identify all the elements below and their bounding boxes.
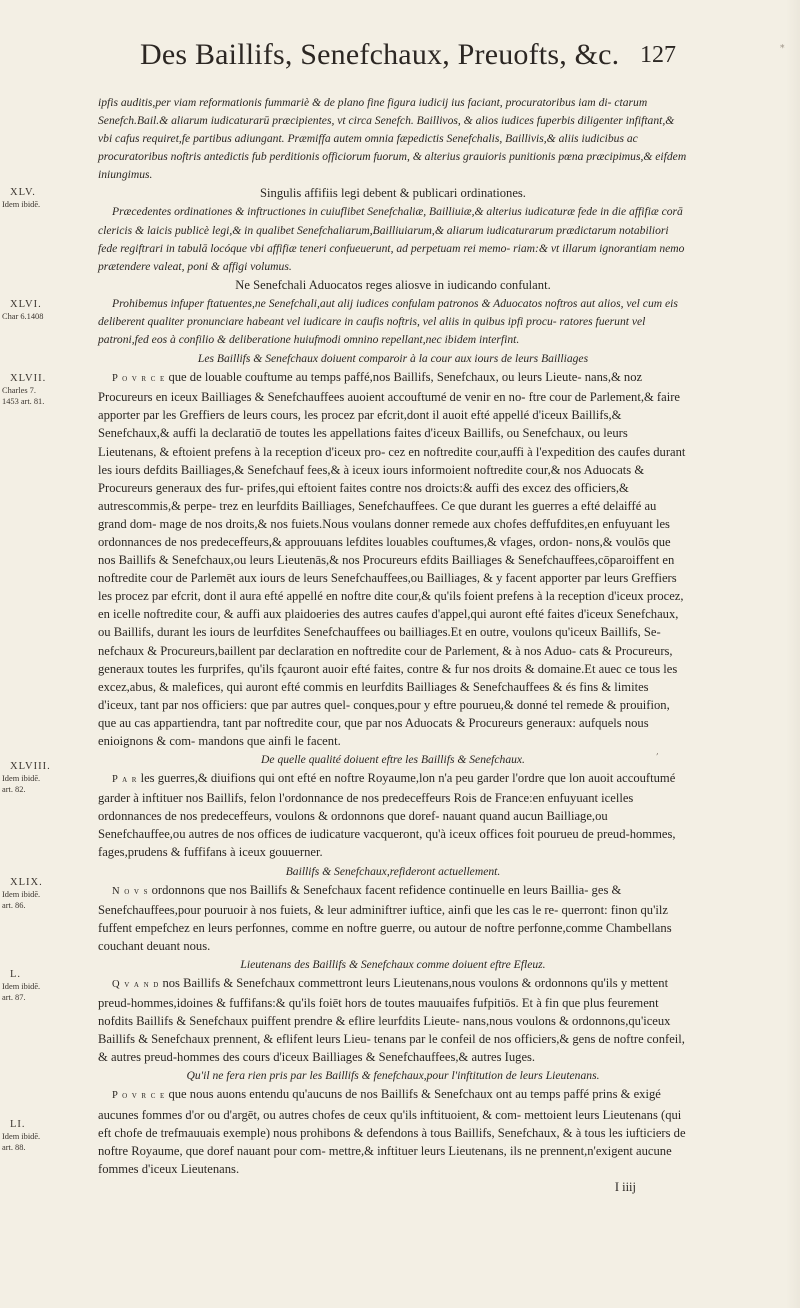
margin-note-xlix — [2, 876, 92, 911]
margin-reference: Charles 7. — [2, 386, 36, 395]
margin-reference: art. 86. — [2, 901, 26, 910]
article-paragraph — [98, 881, 688, 955]
margin-reference: art. 82. — [2, 785, 26, 794]
running-title: Des Baillifs, Senefchaux, Preuofts, &c. — [140, 38, 620, 71]
page-header — [0, 38, 800, 78]
corner-mark: * — [780, 44, 785, 54]
latin-paragraph: ipfis auditis,per viam reformationis fummariè & de plano fine figura iudicij ius faciant, procuratoribus iam di- ctarum Senefch.Bail.& aliarum iudicaturarū præcipientes, vt circa Senefch. Baillivos, & alios iudices fuperbis diligenter infiftant,& vbi cafus requiret,fe partibus adiungant. Præmiffa autem omnia fæpedictis Senefchalis, Baillivis,& aliis iudicibus ac procuratoribus noftris antedictis fub perditionis officiorum fuorum, & alterius grauioris punitionis pœna præcipimus,& eifdem iniungimus. — [98, 96, 687, 182]
section-heading: De quelle qualité doiuent eftre les Baillifs & Senefchaux. — [261, 753, 525, 767]
margin-note-l — [2, 968, 92, 1003]
section-heading: Ne Senefchali Aduocatos reges aliosve in iudicando confulant. — [235, 277, 551, 292]
article-paragraph — [98, 769, 688, 861]
margin-reference: Idem ibidē. — [2, 774, 41, 783]
stray-mark: , — [656, 747, 659, 757]
margin-number: XLVIII. — [10, 761, 51, 772]
latin-paragraph: Prohibemus infuper ftatuentes,ne Senefchali,aut alij iudices confulam patronos & Aduocatos noftros aut alios, vel cum eis deliberent qualiter pronunciare habeant vel iudicare in caufis noftris, vel aliis in quibus ipfi procu- ratores fuerunt vel patroni,fed eos à confilio & deliberatione huiufmodi omnino repellant,nec ibidem interfint. — [98, 296, 678, 347]
margin-reference: Idem ibidē. — [2, 890, 41, 899]
paragraph-text: nos Baillifs & Senefchaux commettront leurs Lieutenans,nous voulons & ordonnons qu'ils y mettent preud-hommes,idoines & fuffifans:& qu'ils foiēt hors de toutes mauuaifes fufpitiōs. Et à fin que plus feurement nofdits Baillifs & Senefchaux puiffent prendre & eflire leurfdits Lieute- nans,nous voulons & ordonnons,qu'iceux Baillifs & Senefchaux prennent, & eflifent leurs Lieu- tenans par le confeil de nos officiers,& gens de noftre confeil, & autres preud-hommes des cours d'iceux Bailliages & Senefchauffees,& autres Iuges. — [98, 975, 685, 1065]
paragraph-lead: N o v s — [112, 885, 149, 897]
margin-note-xlvii — [2, 372, 92, 407]
section-heading: Singulis affifiis legi debent & publicari ordinationes. — [260, 186, 526, 201]
margin-reference: Char 6.1408 — [2, 312, 44, 321]
paragraph-lead: Q v a n d — [112, 978, 160, 990]
margin-reference: Idem ibidē. — [2, 982, 41, 991]
margin-number: XLV. — [10, 187, 36, 198]
section-heading: Lieutenans des Baillifs & Senefchaux comme doiuent eftre Efleuz. — [240, 957, 546, 971]
paragraph-lead: P o v r c e — [112, 373, 166, 385]
section-heading: Les Baillifs & Senefchaux doiuent comparoir à la cour aux iours de leurs Bailliages — [197, 352, 589, 366]
margin-reference: Idem ibidē. — [2, 200, 41, 209]
section-heading: Baillifs & Senefchaux,refideront actuellement. — [285, 864, 501, 878]
margin-reference: Idem ibidē. — [2, 1132, 41, 1141]
paper-edge-shade — [786, 0, 800, 1308]
margin-number: XLIX. — [10, 877, 43, 888]
article-paragraph — [98, 974, 688, 1066]
margin-number: XLVII. — [10, 373, 47, 384]
margin-number: L. — [10, 969, 22, 980]
margin-reference: 1453 art. 81. — [2, 397, 45, 406]
margin-reference: art. 88. — [2, 1143, 26, 1152]
paragraph-text: que nous auons entendu qu'aucuns de nos Baillifs & Senefchaux ont au temps paffé prins & exigé aucunes fommes d'or ou d'argēt, ou autres chofes de ceux qu'ils inftituoient, & com- mettoient leurs Lieutenans (qui eft chofe de trefmauuais exemple) nous prohibons & defendons à tous Baillifs, Senefchaux, & à tous les iufticiers de noftre Royaume, que doref nauant pour com- mettre,& inftituer leurs Lieutenans, ils ne prennent,n'exigent aucune fommes d'iceux Lieutenans. — [98, 1087, 686, 1176]
paragraph-lead: P a r — [112, 774, 138, 786]
latin-paragraph: Præcedentes ordinationes & inftructiones in cuiuflibet Senefchaliæ, Bailliuiæ,& alterius iudicaturæ fede in die affifiæ corā clericis & laicis publicè legi,& in qualibet Senefchaliarum,Bailliuiarum,& aliarum iudicaturarum prædictarum notabiliori fede regiftrari in tabulā locóque vbi affifiæ teneri confueuerunt, ad perpetuam rei memo- riam:& vt illarum ignorantiam nemo prætendere valeat, poni & affigi volumus. — [98, 205, 685, 273]
margin-note-li — [2, 1118, 92, 1153]
section-heading: Qu'il ne fera rien pris par les Baillifs & fenefchaux,pour l'inftitution de leurs Lieutenans. — [186, 1069, 600, 1083]
margin-note-xlviii — [2, 760, 92, 795]
article-paragraph — [98, 1085, 688, 1177]
margin-number: XLVI. — [10, 299, 42, 310]
folio-number: 127 — [640, 42, 676, 68]
signature-mark: I iiij — [614, 1179, 636, 1194]
paragraph-lead: P o v r c e — [112, 1090, 166, 1102]
margin-note-xlv — [2, 186, 92, 210]
page-body — [98, 94, 688, 1196]
paragraph-text: les guerres,& diuifions qui ont efté en noftre Royaume,lon n'a peu garder l'ordre que lon auoit accouftumé garder à inftituer nos Baillifs, felon l'ordonnance de nos predeceffeurs Rois de France:en enfuyuant icelles ordonnances de nos predeceffeurs, voulons & ordonnons que doref- nauant quand aucun Bailliage,ou Senefchauffee,ou autres de nos offices de iudicature vacqueront, qu'à iceux offices foit pourueu de preud-hommes, fages,prudens & fuffifans à iceux gouuerner. — [98, 771, 676, 860]
margin-reference: art. 87. — [2, 993, 26, 1002]
margin-note-xlvi — [2, 298, 92, 322]
paragraph-text: ordonnons que nos Baillifs & Senefchaux facent refidence continuelle en leurs Baillia- ges & Senefchauffees,pour pouruoir à nos fuiets, & leur adminiftrer iuftice, ainfi que les cas le re- querront: finon qu'ilz fuffent empefchez en leurs perfonnes, comme en noftre guerre, ou autour de noftre perfonne,comme Chambellans couchant deuant nous. — [98, 882, 672, 953]
article-paragraph — [98, 368, 688, 750]
margin-number: LI. — [10, 1119, 26, 1130]
paragraph-text: que de louable couftume au temps paffé,nos Baillifs, Senefchaux, ou leurs Lieute- nans,& noz Procureurs en iceux Bailliages & Senefchauffees auoient accouftumé de venir en no- ftre cour de Parlement,& faire apporter par les Greffiers de leurs cours, les procez par efcrit,dont il auoit efté appellé d'iceux Baillifs,& Senefchaux,& auffi la declaratiō de toutes les appellations faites d'iceux Baillifs, ou Senefchaux, ou leurs Lieutenans, & eftoient prefens à la reception d'iceux pro- cez en noftredite cour,auffi à l'expedition des caufes durant les iours defdits Bailliages,& Senefchauf fees,& à iceux iours informoient noftredite cour,& nos Aduocats & Procureurs generaux des fur- prifes,qui eftoient faites contre nos droicts:& auffi des excez des officiers,& autrescommis,& perpe- trez en leurfdits Bailliages, Senefchauffees. Ce que durant les guerres a efté delaiffé au grand dom- mage de nos droits,& nos fuiets.Nous voulans donner remede aux chofes deffufdites,en enfuyuant les ordonnances de nos predeceffeurs,& approuuans lefdites louables couftumes,& vfages, ordon- nons,& voulōs que nos Baillifs & Senefchaux,ou leurs Lieutenās,& nos Procureurs efdits Bailliages & Senefchauffees,cōparoiffent en noftredite cour de Parlemēt aux iours de leurs Senefchauffees,ou Bailliages, & y facent apporter par leurs Greffiers les procez par efcrit, dont il aura efté appellé en noftre dite cour,& qu'ils foient prefens à la reception d'iceux procez, en icelle noftredite cour, & auffi aux plaidoeries des autres caufes d'appel,qui auront efté faites d'iceux Senefchaux, ou Baillifs, durant les iours de leurfdites Senefchauffees ou bailliages.Et en outre, voulons qu'iceux Baillifs, Se- nefchaux & Procureurs,baillent par declaration en noftredite cour de Parlement, & à nos Aduo- cats & Procureurs, generaux toutes les furprifes, qu'ils fçauront auoir efté faites, contre & fur nos droits & domaine.Et auec ce tous les excez,abus, & malefices, qui auront efté commis en leurfdits Bailliages & Senefchauffees & és fins & limites d'iceux, tant par nos officiers: que par autres quel- conques,pour y eftre pourueu,& donné tel remede & prouifion, que au cas appartiendra, tant par noftredite cour, que par nos Aduocats & Procureurs generaux: aufquels nous enioignons & com- mandons que ainfi le facent. — [98, 370, 686, 748]
